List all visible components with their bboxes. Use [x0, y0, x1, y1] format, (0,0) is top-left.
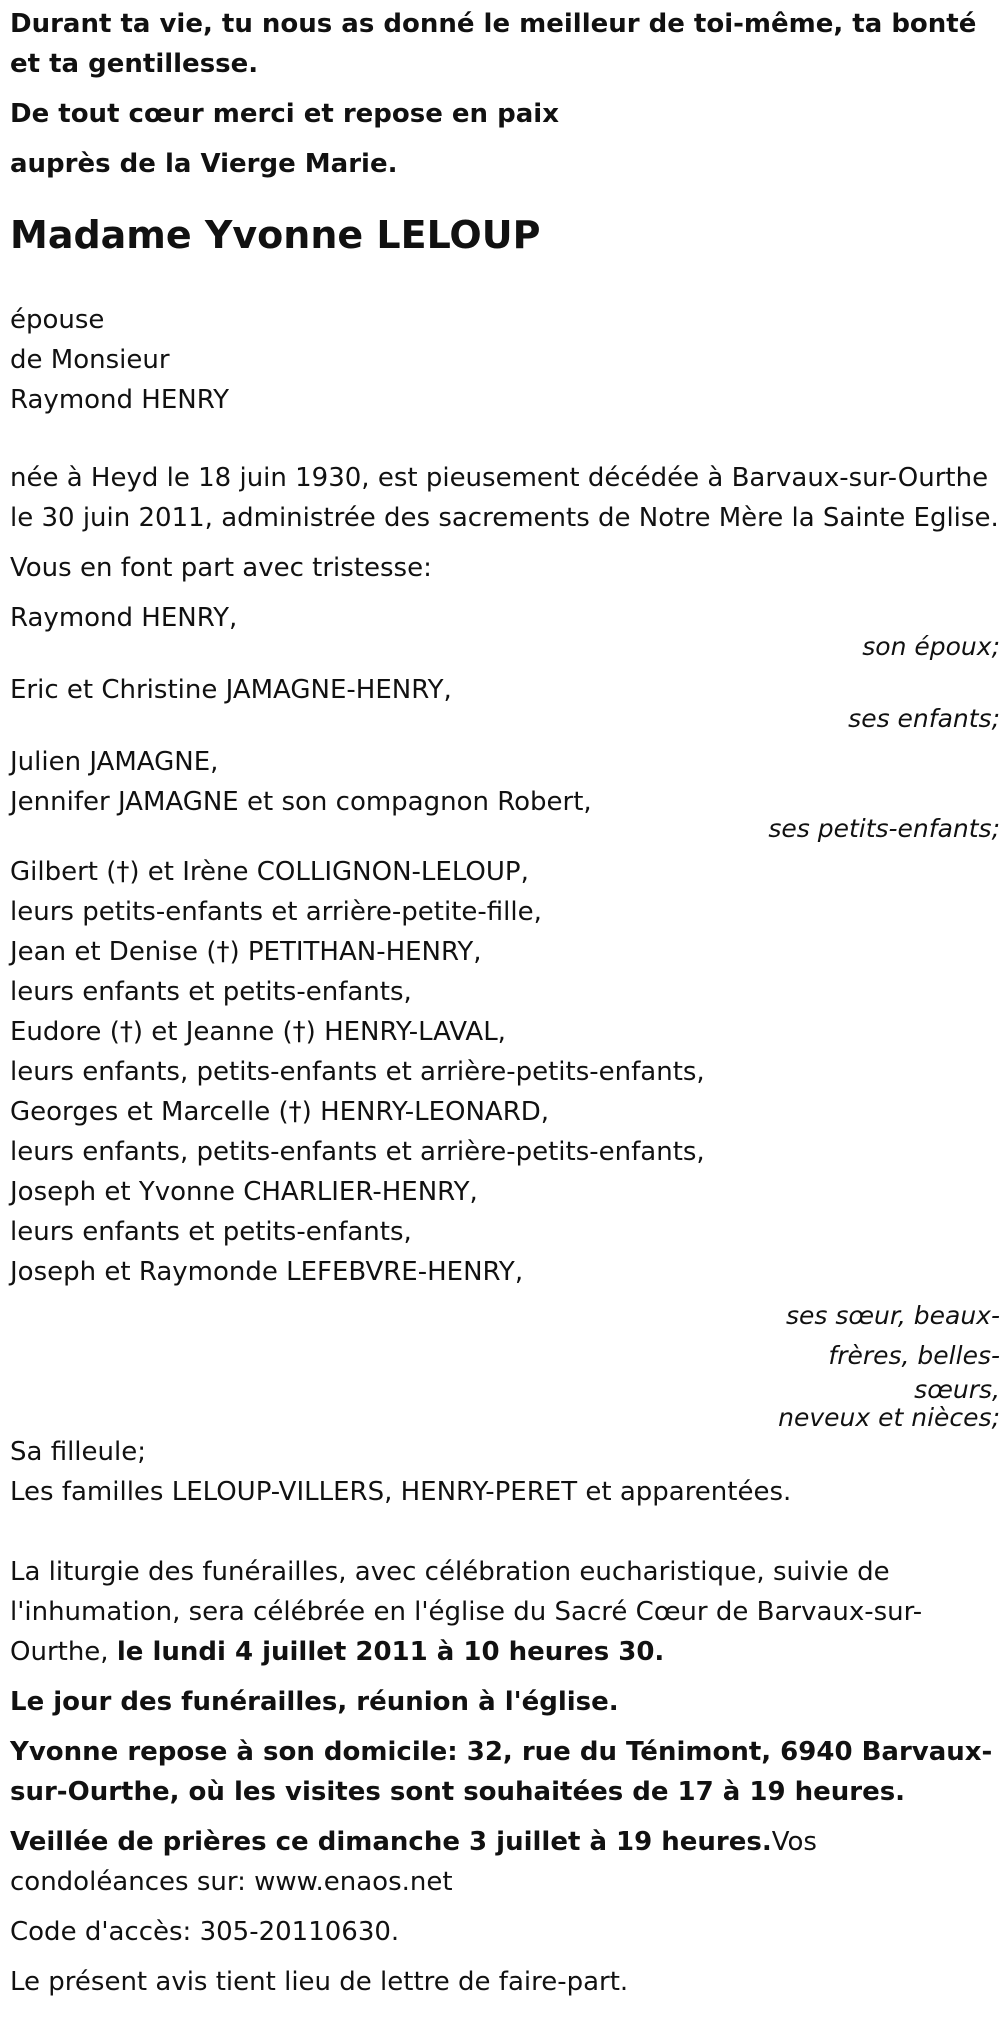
sibling-line: leurs enfants, petits-enfants et arrière-petits-enfants, [10, 1057, 705, 1087]
meeting-line: Le jour des funérailles, réunion à l'église. [10, 1687, 619, 1717]
sibling-line: leurs enfants, petits-enfants et arrière-petits-enfants, [10, 1137, 705, 1167]
relation-label: ses petits-enfants; [768, 814, 1000, 843]
relation-label: ses enfants; [848, 704, 1000, 733]
spouse-line: épouse [10, 305, 105, 335]
sibling-line: Eudore (†) et Jeanne (†) HENRY-LAVAL, [10, 1017, 506, 1047]
intro-line-2: De tout cœur merci et repose en paix [10, 99, 559, 129]
sibling-line: Gilbert (†) et Irène COLLIGNON-LELOUP, [10, 857, 529, 887]
announcer-spouse [10, 598, 1000, 662]
birth-death-text: née à Heyd le 18 juin 1930, est pieusement décédée à Barvaux-sur-Ourthe le 30 juin 2011, administrée des sacrements de Notre Mère la Sainte Eglise. [10, 463, 999, 533]
sibling-line: Georges et Marcelle (†) HENRY-LEONARD, [10, 1097, 550, 1127]
relation-line: sœurs, [914, 1375, 1000, 1404]
sibling-line: Jean et Denise (†) PETITHAN-HENRY, [10, 937, 482, 967]
announcer-siblings [10, 852, 1000, 1432]
goddaughter-line: Sa filleule; [10, 1437, 146, 1467]
announcer-grandchildren [10, 742, 1000, 844]
obituary-column [10, 0, 1000, 2002]
relation-label: son époux; [862, 632, 1000, 661]
announcer-children [10, 670, 1000, 734]
vigil-text: Veillée de prières ce dimanche 3 juillet à 19 heures. [10, 1827, 772, 1857]
notice-line: Le présent avis tient lieu de lettre de faire-part. [10, 1967, 629, 1997]
condolences-text: Vos condoléances sur: www.enaos.net [10, 1827, 817, 1897]
intro-block [10, 0, 1000, 184]
spouse-line: de Monsieur [10, 345, 170, 375]
deceased-name: Madame Yvonne LELOUP [10, 213, 541, 257]
relation-line: frères, belles- [828, 1341, 1000, 1370]
relation-line: neveux et nièces; [778, 1403, 1000, 1432]
announcer-name: Raymond HENRY, [10, 603, 238, 633]
announcer-name: Eric et Christine JAMAGNE-HENRY, [10, 675, 452, 705]
relation-label-siblings [770, 1296, 1000, 1432]
sibling-line: Joseph et Yvonne CHARLIER-HENRY, [10, 1177, 478, 1207]
vigil-condolences-line [10, 1822, 1000, 1902]
intro-line-3: auprès de la Vierge Marie. [10, 149, 398, 179]
intro-line-1: Durant ta vie, tu nous as donné le meilleur de toi-même, ta bonté et ta gentillesse. [10, 9, 977, 79]
spouse-line: Raymond HENRY [10, 385, 230, 415]
announcer-name: Jennifer JAMAGNE et son compagnon Robert, [10, 787, 592, 817]
spouse-block [10, 300, 1000, 420]
relation-line: ses sœur, beaux- [785, 1301, 1000, 1330]
liturgy-body: La liturgie des funérailles, avec célébration eucharistique, suivie de l'inhumation, sera célébrée en l'église du Sacré Cœur de Barvaux-sur-Ourthe, [10, 1557, 923, 1667]
sibling-line: Joseph et Raymonde LEFEBVRE-HENRY, [10, 1257, 524, 1287]
access-code-line: Code d'accès: 305-20110630. [10, 1917, 400, 1947]
liturgy-text [10, 1552, 1000, 1672]
liturgy-date: le lundi 4 juillet 2011 à 10 heures 30. [116, 1637, 665, 1667]
home-visit-line: Yvonne repose à son domicile: 32, rue du Ténimont, 6940 Barvaux-sur-Ourthe, où les visites sont souhaitées de 17 à 19 heures. [10, 1737, 993, 1807]
sibling-line: leurs enfants et petits-enfants, [10, 977, 412, 1007]
announcer-name: Julien JAMAGNE, [10, 747, 219, 777]
families-line: Les familles LELOUP-VILLERS, HENRY-PERET et apparentées. [10, 1477, 792, 1507]
announcers-intro: Vous en font part avec tristesse: [10, 553, 432, 583]
sibling-line: leurs enfants et petits-enfants, [10, 1217, 412, 1247]
sibling-line: leurs petits-enfants et arrière-petite-fille, [10, 897, 542, 927]
